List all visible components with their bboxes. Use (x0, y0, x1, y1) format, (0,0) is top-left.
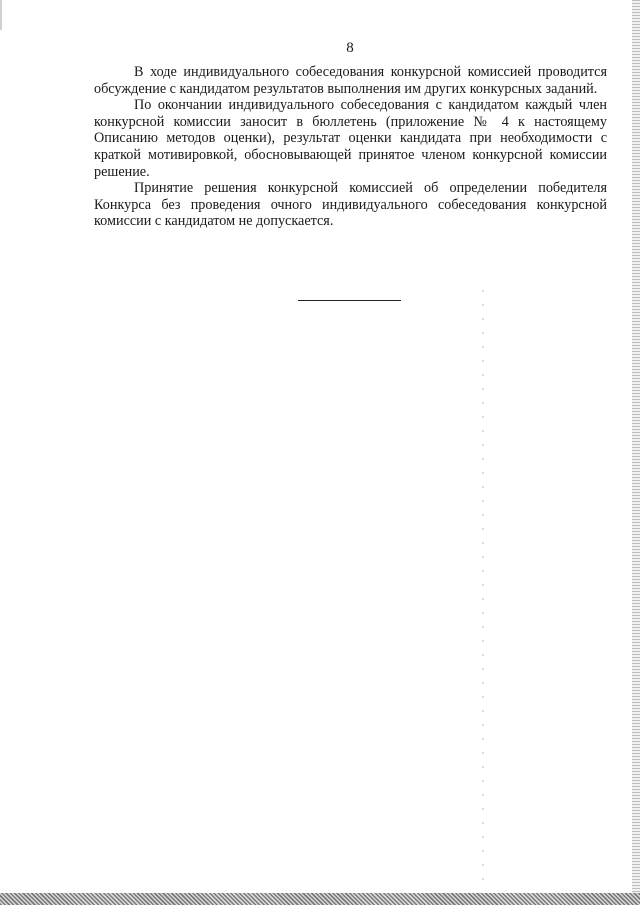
page-number: 8 (346, 40, 354, 56)
document-body (94, 64, 607, 230)
paragraph-ballot-entry: По окончании индивидуального собеседования с кандидатом каждый член конкурсной комиссии заносит в бюллетень (приложение № 4 к настоящему Описанию методов оценки), результат оценки кандидата при необходимости с краткой мотивировкой, обосновывающей принятое членом конкурсной комиссии решение. (94, 97, 607, 180)
scan-edge-bottom (0, 893, 640, 905)
scan-edge-right (632, 0, 640, 905)
scan-artifact (482, 290, 484, 880)
paragraph-interview-discussion: В ходе индивидуального собеседования конкурсной комиссией проводится обсуждение с кандидатом результатов выполнения им других конкурсных заданий. (94, 64, 607, 97)
end-of-text-rule (298, 300, 401, 301)
scan-artifact (0, 0, 2, 30)
paragraph-decision-rule: Принятие решения конкурсной комиссией об определении победителя Конкурса без проведения очного индивидуального собеседования конкурсной комиссии с кандидатом не допускается. (94, 180, 607, 230)
